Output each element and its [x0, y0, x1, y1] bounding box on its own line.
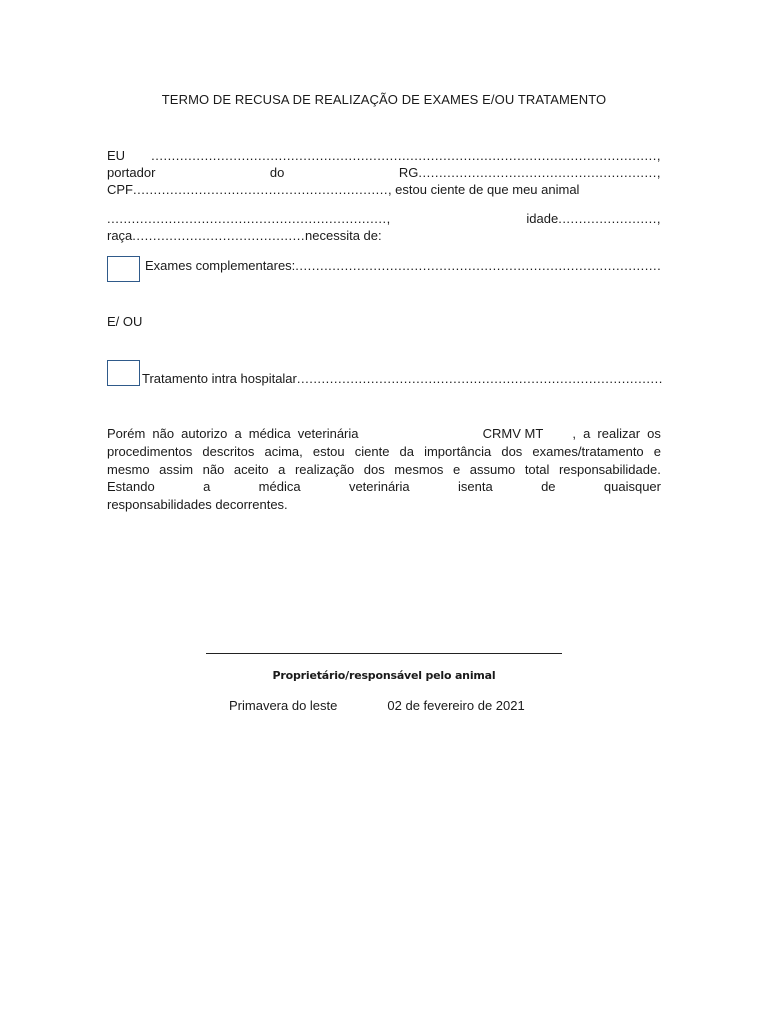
age-blank: ........................, — [558, 211, 661, 226]
form-line-animal — [107, 211, 661, 227]
word: autorizo — [181, 426, 228, 441]
age-label: idade — [526, 211, 559, 226]
word: assumo — [469, 461, 516, 477]
exams-label: Exames complementares: — [145, 258, 296, 273]
word: Porém — [107, 426, 146, 441]
crmv-label: CRMV MT — [482, 426, 544, 441]
word: exames/tratamento — [532, 443, 644, 459]
word: aceito — [233, 461, 269, 477]
word: realização — [294, 461, 355, 477]
word: mesmo — [107, 461, 150, 477]
word: a — [278, 461, 286, 477]
form-line-name — [107, 148, 661, 164]
exams-checkbox[interactable] — [107, 256, 140, 282]
word: responsabilidades decorrentes. — [107, 497, 288, 513]
form-line-rg — [107, 165, 661, 181]
word: isenta — [458, 479, 493, 495]
age-field — [526, 211, 661, 227]
signature-line — [206, 653, 562, 654]
word: quaisquer — [603, 479, 661, 495]
word: médica — [248, 426, 291, 441]
word: médica — [258, 479, 301, 495]
cpf-label: CPF — [107, 182, 133, 197]
paragraph-line-3 — [107, 461, 661, 479]
word: e — [653, 443, 661, 459]
paragraph-line-2 — [107, 443, 661, 461]
rg-field — [399, 165, 661, 181]
word: veterinária — [348, 479, 410, 495]
word: total — [524, 461, 550, 477]
place-date — [229, 698, 525, 713]
refusal-paragraph — [107, 425, 661, 514]
word: assim — [159, 461, 194, 477]
word: estou — [312, 443, 345, 459]
cpf-text: , estou ciente de que meu animal — [387, 182, 580, 197]
rg-label: RG — [398, 165, 419, 180]
word: os — [647, 426, 661, 441]
word: dos — [501, 443, 523, 459]
form-line-breed — [107, 228, 661, 244]
word: Estando — [107, 479, 155, 495]
paragraph-line-1 — [107, 425, 661, 443]
word: a — [203, 479, 211, 495]
date: 02 de fevereiro de 2021 — [387, 698, 525, 713]
word: a — [583, 426, 591, 441]
paragraph-line-4 — [107, 478, 661, 496]
name-label: EU — [107, 148, 126, 163]
word: dos — [363, 461, 385, 477]
paragraph-line-5 — [107, 496, 661, 514]
word: responsabilidade. — [558, 461, 661, 477]
portador-label: portador — [107, 165, 156, 180]
breed-text: necessita de: — [305, 228, 382, 243]
word: , — [572, 426, 577, 441]
treatment-label: Tratamento intra hospitalar — [142, 371, 297, 386]
breed-blank: .......................................... — [132, 228, 305, 243]
word: não — [202, 461, 225, 477]
vet-name-blank — [366, 425, 476, 443]
word: veterinária — [297, 426, 359, 441]
do-label: do — [269, 165, 285, 180]
word: acima, — [264, 443, 303, 459]
animal-name-blank: ...................................................................., — [107, 211, 391, 226]
exams-option — [145, 258, 661, 273]
word: importância — [424, 443, 492, 459]
word: realizar — [597, 426, 641, 441]
cpf-blank: .............................................................. — [133, 182, 388, 197]
word: de — [541, 479, 556, 495]
treatment-checkbox[interactable] — [107, 360, 140, 386]
breed-label: raça — [107, 228, 133, 243]
rg-blank: .........................................................., — [418, 165, 661, 180]
treatment-option — [142, 371, 663, 386]
word: mesmos — [394, 461, 444, 477]
treatment-blank: ......................................................................................... — [296, 371, 663, 386]
place: Primavera do leste — [229, 698, 338, 713]
name-blank: ..........................................................................................................................., — [151, 148, 661, 163]
and-or-separator: E/ OU — [107, 314, 143, 329]
word: a — [234, 426, 242, 441]
signature-label: Proprietário/responsável pelo animal — [272, 669, 496, 682]
form-line-cpf — [107, 182, 661, 198]
document-title: TERMO DE RECUSA DE REALIZAÇÃO DE EXAMES E/OU TRATAMENTO — [161, 92, 607, 107]
word: descritos — [202, 443, 255, 459]
word: da — [399, 443, 414, 459]
exams-blank: ......................................................................................... — [295, 258, 662, 273]
word: procedimentos — [107, 443, 193, 459]
word: ciente — [354, 443, 390, 459]
word: não — [152, 426, 175, 441]
word: e — [452, 461, 461, 477]
